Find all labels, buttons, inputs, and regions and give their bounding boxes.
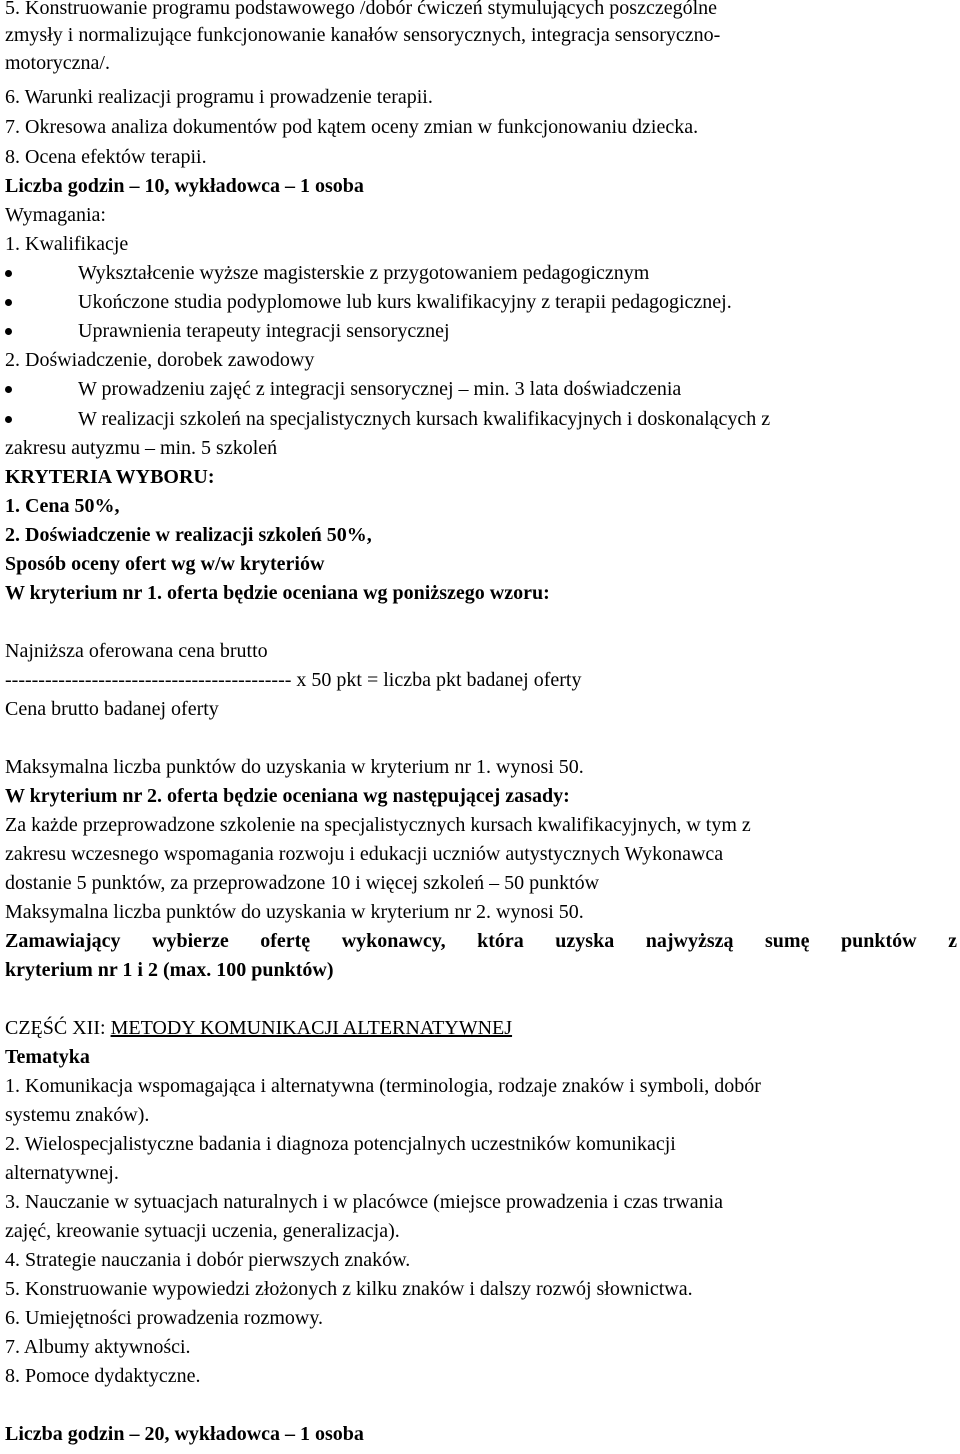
topic-7: 7. Albumy aktywności.: [5, 1336, 191, 1358]
formula-denominator: Cena brutto badanej oferty: [5, 698, 219, 720]
criterion-2-text-1: Za każde przeprowadzone szkolenie na specjalistycznych kursach kwalifikacyjnych, w tym z: [5, 814, 751, 836]
criterion-1-heading: W kryterium nr 1. oferta będzie oceniana wg poniższego wzoru:: [5, 582, 550, 604]
word: punktów: [840, 930, 917, 952]
word: wybierze: [152, 930, 229, 952]
part-heading: [5, 1016, 512, 1040]
bullet-icon: [5, 328, 12, 335]
requirement-bullet-3: Uprawnienia terapeuty integracji sensorycznej: [78, 320, 450, 342]
bullet-icon: [5, 270, 12, 277]
topic-6: 6. Umiejętności prowadzenia rozmowy.: [5, 1307, 324, 1329]
criterion-2: 2. Doświadczenie w realizacji szkoleń 50%,: [5, 524, 372, 546]
criterion-1: 1. Cena 50%,: [5, 495, 120, 517]
requirement-qualifications: 1. Kwalifikacje: [5, 233, 129, 255]
criterion-2-text-2: zakresu wczesnego wspomagania rozwoju i edukacji uczniów autystycznych Wykonawca: [5, 843, 724, 865]
word: z: [948, 930, 957, 952]
word: ofertę: [260, 930, 311, 952]
word: która: [477, 930, 524, 952]
part-prefix: CZĘŚĆ XII:: [5, 1017, 111, 1039]
program-item-5-line3: motoryczna/.: [5, 52, 110, 74]
program-item-5-line2: zmysły i normalizujące funkcjonowanie kanałów sensorycznych, integracja sensoryczno-: [5, 24, 721, 46]
program-item-5-line1: 5. Konstruowanie programu podstawowego /dobór ćwiczeń stymulujących poszczególne: [5, 0, 718, 19]
topic-1-line1: 1. Komunikacja wspomagająca i alternatywna (terminologia, rodzaje znaków i symboli, dobór: [5, 1075, 761, 1097]
program-item-6: 6. Warunki realizacji programu i prowadzenie terapii.: [5, 86, 433, 108]
topic-4: 4. Strategie nauczania i dobór pierwszych znaków.: [5, 1249, 411, 1271]
selection-rule-line-2: kryterium nr 1 i 2 (max. 100 punktów): [5, 959, 334, 981]
word: najwyższą: [645, 930, 734, 952]
topic-2-line1: 2. Wielospecjalistyczne badania i diagnoza potencjalnych uczestników komunikacji: [5, 1133, 676, 1155]
bullet-icon: [5, 299, 12, 306]
program-item-7: 7. Okresowa analiza dokumentów pod kątem oceny zmian w funkcjonowaniu dziecka.: [5, 116, 699, 138]
requirement-bullet-1: Wykształcenie wyższe magisterskie z przygotowaniem pedagogicznym: [78, 262, 650, 284]
topic-8: 8. Pomoce dydaktyczne.: [5, 1365, 201, 1387]
topics-heading: Tematyka: [5, 1046, 90, 1068]
requirement-bullet-2: Ukończone studia podyplomowe lub kurs kwalifikacyjny z terapii pedagogicznej.: [78, 291, 732, 313]
evaluation-method: Sposób oceny ofert wg w/w kryteriów: [5, 553, 325, 575]
formula-line: ------------------------------------------- x 50 pkt = liczba pkt badanej oferty: [5, 669, 582, 691]
criterion-2-text-3: dostanie 5 punktów, za przeprowadzone 10 i więcej szkoleń – 50 punktów: [5, 872, 600, 894]
word: Zamawiający: [5, 930, 121, 952]
max-points-2: Maksymalna liczba punktów do uzyskania w kryterium nr 2. wynosi 50.: [5, 901, 584, 923]
experience-bullet-2-cont: zakresu autyzmu – min. 5 szkoleń: [5, 437, 278, 459]
bullet-icon: [5, 386, 12, 393]
requirement-experience: 2. Doświadczenie, dorobek zawodowy: [5, 349, 315, 371]
formula-numerator: Najniższa oferowana cena brutto: [5, 640, 268, 662]
topic-5: 5. Konstruowanie wypowiedzi złożonych z kilku znaków i dalszy rozwój słownictwa.: [5, 1278, 693, 1300]
experience-bullet-2: W realizacji szkoleń na specjalistycznych kursach kwalifikacyjnych i doskonalących z: [78, 408, 771, 430]
topic-1-line2: systemu znaków).: [5, 1104, 150, 1126]
program-item-8: 8. Ocena efektów terapii.: [5, 146, 207, 168]
experience-bullet-1: W prowadzeniu zajęć z integracji sensorycznej – min. 3 lata doświadczenia: [78, 378, 682, 400]
selection-rule-line-1: [5, 929, 957, 953]
hours-line-1: Liczba godzin – 10, wykładowca – 1 osoba: [5, 175, 364, 197]
topic-2-line2: alternatywnej.: [5, 1162, 119, 1184]
criterion-2-heading: W kryterium nr 2. oferta będzie oceniana wg następującej zasady:: [5, 785, 570, 807]
bullet-icon: [5, 416, 12, 423]
hours-line-2: Liczba godzin – 20, wykładowca – 1 osoba: [5, 1423, 364, 1445]
word: wykonawcy,: [341, 930, 446, 952]
topic-3-line2: zajęć, kreowanie sytuacji uczenia, generalizacja).: [5, 1220, 400, 1242]
requirements-heading: Wymagania:: [5, 204, 106, 226]
part-title: METODY KOMUNIKACJI ALTERNATYWNEJ: [110, 1017, 513, 1039]
word: sumę: [765, 930, 810, 952]
criteria-heading: KRYTERIA WYBORU:: [5, 466, 215, 488]
max-points-1: Maksymalna liczba punktów do uzyskania w kryterium nr 1. wynosi 50.: [5, 756, 584, 778]
word: uzyska: [555, 930, 615, 952]
topic-3-line1: 3. Nauczanie w sytuacjach naturalnych i w placówce (miejsce prowadzenia i czas trwania: [5, 1191, 723, 1213]
